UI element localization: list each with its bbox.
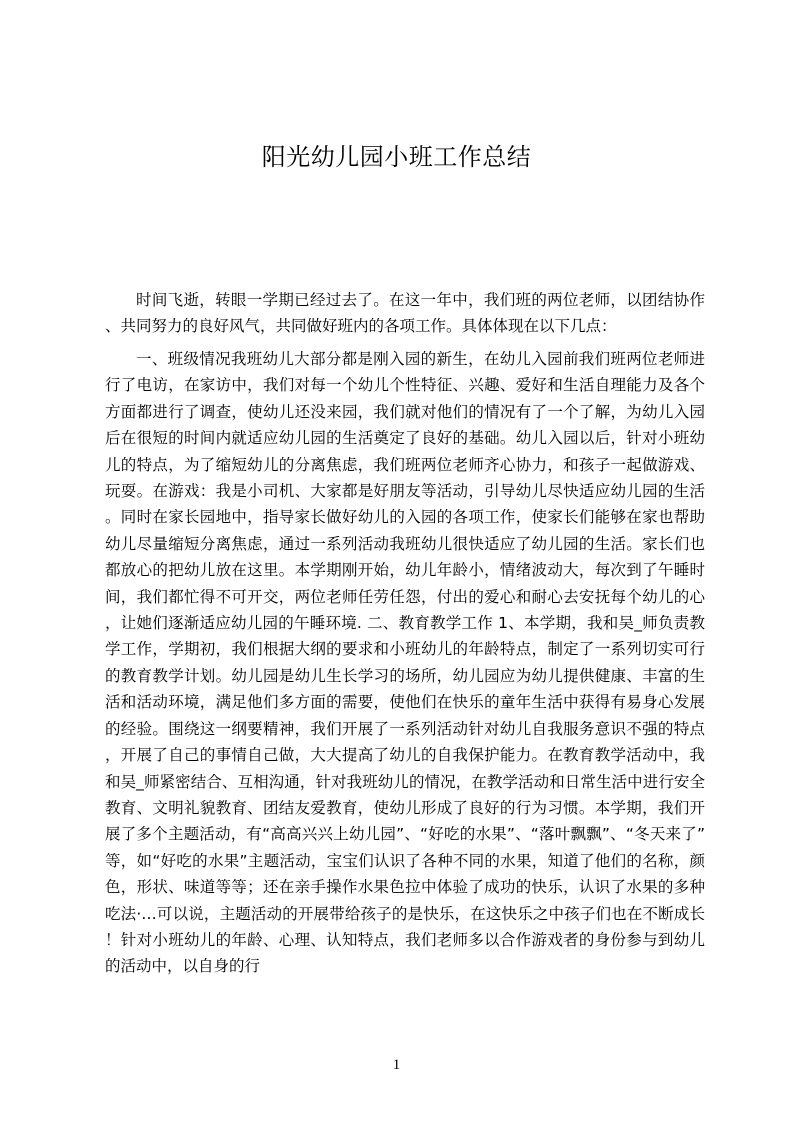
intro-paragraph: 时间飞逝，转眼一学期已经过去了。在这一年中，我们班的两位老师，以团结协作、共同努力的良好风气，共同做好班内的各项工作。具体体现在以下几点：: [105, 291, 705, 336]
document-title: 阳光幼儿园小班工作总结: [261, 143, 532, 171]
body-paragraph: 一、班级情况我班幼儿大部分都是刚入园的新生，在幼儿入园前我们班两位老师进行了电访，在家访中，我们对每一个幼儿个性特征、兴趣、爱好和生活自理能力及各个方面都进行了调查，使幼儿还没来园，我们就对他们的情况有了一个了解，为幼儿入园后在很短的时间内就适应幼儿园的生活奠定了良好的基础。幼儿入园以后，针对小班幼儿的特点，为了缩短幼儿的分离焦虑，我们班两位老师齐心协力，和孩子一起做游戏、玩耍。在游戏：我是小司机、大家都是好朋友等活动，引导幼儿尽快适应幼儿园的生活。同时在家长园地中，指导家长做好幼儿的入园的各项工作，使家长们能够在家也帮助幼儿尽量缩短分离焦虑，通过一系列活动我班幼儿很快适应了幼儿园的生活。家长们也都放心的把幼儿放在这里。本学期刚开始，幼儿年龄小，情绪波动大，每次到了午睡时间，我们都忙得不可开交，两位老师任劳任怨，付出的爱心和耐心去安抚每个幼儿的心，让她们逐渐适应幼儿园的午睡环境. 二、教育教学工作 1、本学期，我和吴_师负责教学工作，学期初，我们根据大纲的要求和小班幼儿的年龄特点，制定了一系列切实可行的教育教学计划。幼儿园是幼儿生长学习的场所，幼儿园应为幼儿提供健康、丰富的生活和活动环境，满足他们多方面的需要，使他们在快乐的童年生活中获得有易身心发展的经验。围绕这一纲要精神，我们开展了一系列活动针对幼儿自我服务意识不强的特点，开展了自己的事情自己做，大大提高了幼儿的自我保护能力。在教育教学活动中，我和吴_师紧密结合、互相沟通，针对我班幼儿的情况，在教学活动和日常生活中进行安全教育、文明礼貌教育、团结友爱教育，使幼儿形成了良好的行为习惯。本学期，我们开展了多个主题活动，有“高高兴兴上幼儿园”、“好吃的水果”、“落叶飘飘”、“冬天来了”等，如“好吃的水果”主题活动，宝宝们认识了各种不同的水果，知道了他们的名称，颜色，形状、味道等等；还在亲手操作水果色拉中体验了成功的快乐，认识了水果的多种吃法·…可以说，主题活动的开展带给孩子的是快乐，在这快乐之中孩子们也在不断成长！针对小班幼儿的年龄、心理、认知特点，我们老师多以合作游戏者的身份参与到幼儿的活动中，以自身的行: [105, 350, 705, 976]
page-number: 1: [392, 1057, 401, 1073]
